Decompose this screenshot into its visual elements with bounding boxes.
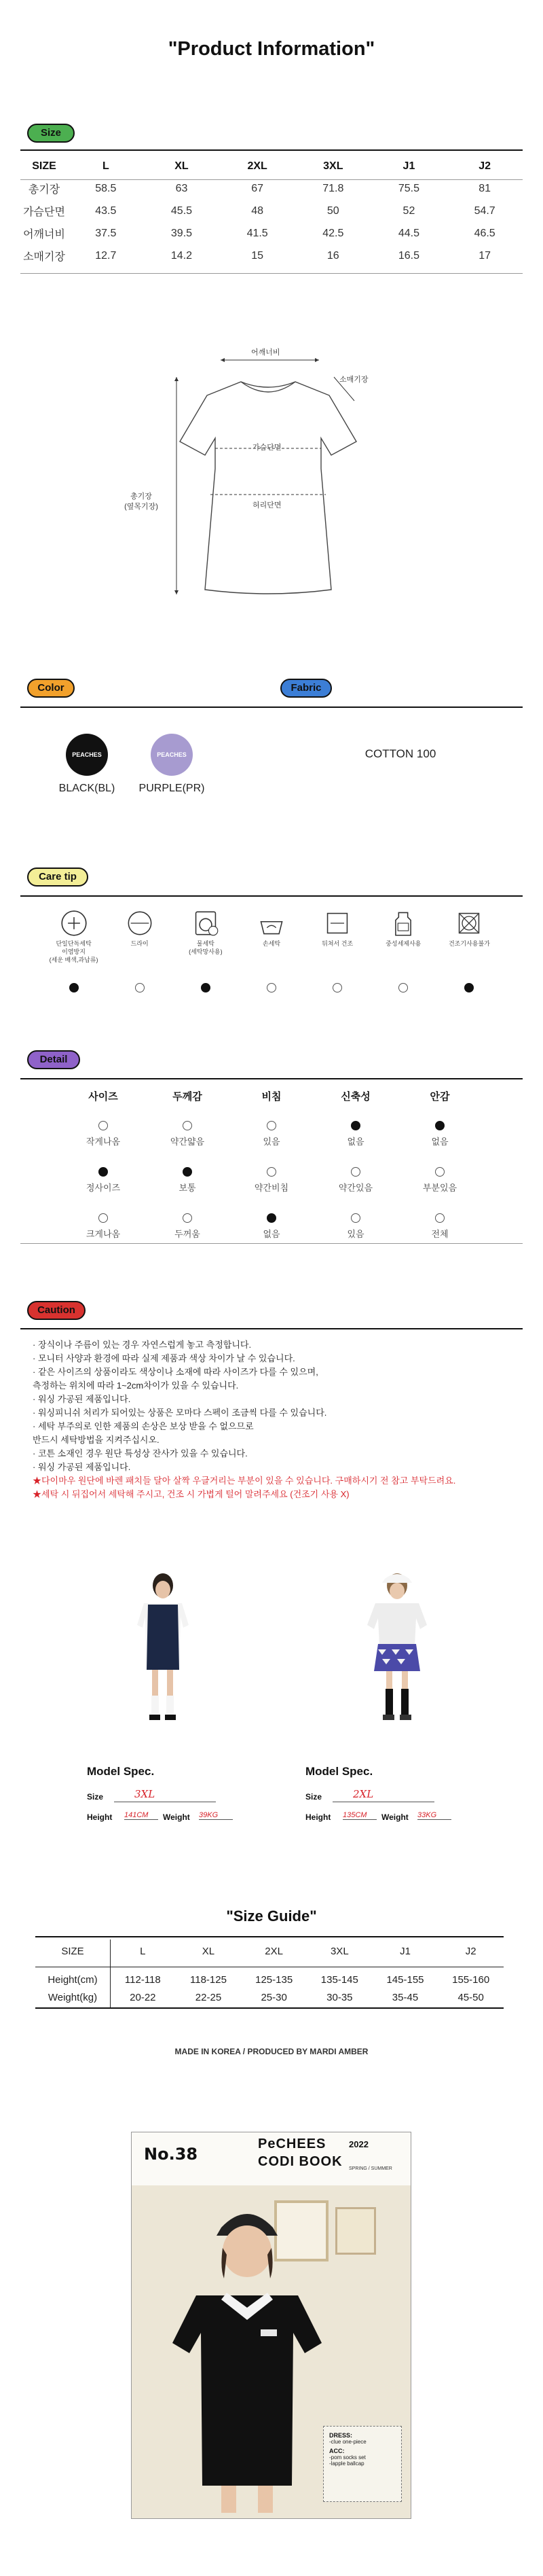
cover-model-photo xyxy=(159,2187,349,2519)
table-cell: 12.7 xyxy=(95,249,117,262)
table-row xyxy=(20,200,523,222)
care-indicator xyxy=(41,983,107,996)
care-section-label: Care tip xyxy=(27,867,88,887)
height-value: 135CM xyxy=(343,1811,377,1820)
care-item xyxy=(305,907,371,948)
weight-label: Weight xyxy=(163,1812,190,1822)
care-indicator xyxy=(371,983,436,996)
row-label: 어깨너비 xyxy=(23,229,65,240)
table-row xyxy=(35,1942,504,1961)
table-cell: L xyxy=(140,1946,146,1957)
table-cell: 16.5 xyxy=(398,249,420,262)
model-spec-heading: Model Spec. xyxy=(305,1765,373,1778)
detail-option xyxy=(398,1162,482,1208)
radio-dot[interactable] xyxy=(267,1213,276,1223)
caution-line: · 코튼 소재인 경우 원단 특성상 잔사가 있을 수 있습니다. xyxy=(33,1448,248,1459)
radio-dot[interactable] xyxy=(267,983,276,992)
care-label: 이염방지 xyxy=(62,948,86,955)
detail-option xyxy=(145,1208,229,1254)
radio-dot[interactable] xyxy=(98,1213,108,1223)
weight-value: 39KG xyxy=(199,1811,233,1820)
row-label: 소매기장 xyxy=(23,251,65,263)
radio-dot[interactable] xyxy=(98,1121,108,1130)
caution-line: · 모니터 사양과 환경에 따라 실제 제품과 색상 차이가 날 수 있습니다. xyxy=(33,1353,295,1363)
option-label: 약간있음 xyxy=(338,1183,373,1193)
table-row xyxy=(20,222,523,245)
caution-list xyxy=(33,1338,521,1501)
table-cell: 145-155 xyxy=(386,1974,424,1986)
cover-number: No.38 xyxy=(144,2145,198,2164)
acc-value-2: -lapple ballcap xyxy=(329,2461,364,2467)
care-label: (세운 배색,과납류) xyxy=(49,956,98,963)
radio-dot[interactable] xyxy=(98,1167,108,1177)
table-cell: 20-22 xyxy=(130,1992,156,2003)
column-header: 3XL xyxy=(323,160,343,172)
care-indicator xyxy=(107,983,172,996)
detail-option xyxy=(314,1115,398,1162)
option-label: 두꺼움 xyxy=(174,1229,200,1239)
height-label: Height xyxy=(87,1812,113,1822)
care-indicator xyxy=(172,983,238,996)
model-spec-heading: Model Spec. xyxy=(87,1765,155,1778)
column-header: J1 xyxy=(402,160,415,172)
size-label: Size xyxy=(305,1792,322,1802)
caution-line: ★다이마우 원단에 바렌 패치들 달아 살짝 우글거리는 부분이 있을 수 있습니다. 구매하시기 전 참고 부탁드려요. xyxy=(33,1475,456,1486)
caution-line: ★세탁 시 뒤집어서 세탁해 주시고, 건조 시 가볍게 털어 말려주세요 (건조기 사용 X) xyxy=(33,1489,350,1499)
model-hw-row xyxy=(305,1812,468,1826)
height-value: 141CM xyxy=(124,1811,158,1820)
table-cell: 81 xyxy=(479,182,491,194)
weight-value: 33KG xyxy=(417,1811,451,1820)
caution-line: · 세탁 부주의로 인한 제품의 손상은 보상 받을 수 없으므로 xyxy=(33,1421,254,1431)
table-cell: 52 xyxy=(402,204,415,217)
model-spec-2 xyxy=(305,1765,468,1826)
option-label: 없음 xyxy=(263,1229,280,1239)
table-cell: 71.8 xyxy=(322,182,344,194)
caution-line: 반드시 세탁방법을 지켜주십시오. xyxy=(33,1435,160,1445)
table-cell: 30-35 xyxy=(326,1992,353,2003)
table-cell: 75.5 xyxy=(398,182,420,194)
detail-column xyxy=(398,1087,482,1254)
radio-dot[interactable] xyxy=(201,983,210,992)
weight-label: Weight xyxy=(381,1812,409,1822)
option-indicator xyxy=(398,1162,482,1181)
table-cell: 44.5 xyxy=(398,227,420,239)
caution-section-label: Caution xyxy=(27,1301,86,1320)
radio-dot[interactable] xyxy=(435,1121,445,1130)
care-item xyxy=(371,907,436,948)
tumble-dry-icon xyxy=(305,907,371,940)
divider xyxy=(20,179,523,180)
option-indicator xyxy=(61,1162,145,1181)
table-row xyxy=(20,245,523,267)
option-label: 보통 xyxy=(179,1183,196,1193)
option-label: 없음 xyxy=(431,1137,449,1147)
option-label: 약간얇음 xyxy=(170,1137,205,1147)
table-cell: 37.5 xyxy=(95,227,117,239)
detail-option xyxy=(61,1208,145,1254)
option-indicator xyxy=(229,1162,314,1181)
table-row xyxy=(35,1971,504,1990)
size-value: 2XL xyxy=(353,1788,374,1800)
size-section-label: Size xyxy=(27,124,75,143)
care-label: 물세탁 xyxy=(196,940,214,947)
care-item xyxy=(41,907,107,964)
size-guide-title: "Size Guide" xyxy=(226,1908,317,1925)
model-spec-1 xyxy=(87,1765,250,1826)
care-label: 중성세제사용 xyxy=(386,940,422,947)
care-item xyxy=(172,907,238,956)
option-indicator xyxy=(229,1115,314,1134)
fabric-section-label: Fabric xyxy=(280,679,332,698)
model-hw-row xyxy=(87,1812,250,1826)
divider xyxy=(20,895,523,897)
option-label: 없음 xyxy=(347,1137,364,1147)
table-cell: 16 xyxy=(326,249,339,262)
care-item xyxy=(238,907,304,948)
row-label: 총기장 xyxy=(28,184,60,196)
radio-dot[interactable] xyxy=(398,983,408,992)
option-indicator xyxy=(61,1208,145,1227)
caution-line: · 같은 사이즈의 상품이라도 색상이나 소재에 따라 사이즈가 다를 수 있으며, xyxy=(33,1367,318,1377)
detail-header: 두께감 xyxy=(172,1091,202,1103)
cover-brand-line1: PeCHEES xyxy=(258,2136,326,2151)
option-label: 작게나옴 xyxy=(86,1137,121,1147)
care-label: 단일단독세탁 xyxy=(56,940,92,947)
row-label: Weight(kg) xyxy=(48,1992,98,2003)
option-indicator xyxy=(314,1162,398,1181)
acc-value-1: -pom socks set xyxy=(329,2454,366,2461)
length-label: 총기장 xyxy=(130,493,152,501)
detail-header: 사이즈 xyxy=(88,1091,118,1103)
radio-dot[interactable] xyxy=(351,1121,360,1130)
care-label: (세탁망사용) xyxy=(189,948,223,955)
table-cell: 58.5 xyxy=(95,182,117,194)
cover-season: SPRING / SUMMER xyxy=(349,2166,392,2171)
table-cell: 15 xyxy=(251,249,264,262)
divider xyxy=(20,149,523,151)
washing-machine-icon xyxy=(172,907,238,940)
column-header: L xyxy=(102,160,109,172)
table-cell: XL xyxy=(202,1946,215,1957)
option-indicator xyxy=(314,1115,398,1134)
row-label: SIZE xyxy=(61,1946,84,1957)
caution-line: · 워싱 가공된 제품입니다. xyxy=(33,1394,131,1404)
detail-header: 신축성 xyxy=(341,1091,371,1103)
detail-option xyxy=(145,1162,229,1208)
radio-dot[interactable] xyxy=(351,1167,360,1177)
length-sub-label: (옆목기장) xyxy=(124,503,158,511)
table-cell: 41.5 xyxy=(246,227,268,239)
radio-dot[interactable] xyxy=(333,983,342,992)
radio-dot[interactable] xyxy=(183,1121,192,1130)
option-label: 약간비침 xyxy=(254,1183,289,1193)
care-label: 건조기사용불가 xyxy=(448,940,490,947)
detail-column xyxy=(61,1087,145,1254)
size-table xyxy=(20,155,523,267)
column-header: 2XL xyxy=(247,160,267,172)
caution-line: 측정하는 위치에 따라 1~2cm차이가 있을 수 있습니다. xyxy=(33,1380,239,1391)
detail-option xyxy=(229,1162,314,1208)
option-indicator xyxy=(145,1115,229,1134)
table-cell: 48 xyxy=(251,204,264,217)
table-row xyxy=(20,177,523,200)
size-label: Size xyxy=(87,1792,104,1802)
dryer-icon xyxy=(107,907,172,940)
option-indicator xyxy=(145,1162,229,1181)
caution-line: · 워싱 가공된 제품입니다. xyxy=(33,1462,131,1472)
option-indicator xyxy=(145,1208,229,1227)
table-cell: 45-50 xyxy=(457,1992,484,2003)
option-indicator xyxy=(398,1115,482,1134)
made-in-text: MADE IN KOREA / PRODUCED BY MARDI AMBER xyxy=(174,2047,369,2056)
table-row xyxy=(35,1988,504,2007)
table-cell: 3XL xyxy=(330,1946,349,1957)
table-cell: 118-125 xyxy=(190,1974,227,1986)
hem-label: 허리단면 xyxy=(252,501,282,509)
detail-option xyxy=(229,1208,314,1254)
acc-label: ACC: xyxy=(329,2448,345,2454)
radio-dot[interactable] xyxy=(267,1167,276,1177)
table-cell: 22-25 xyxy=(195,1992,222,2003)
care-label: 손세탁 xyxy=(262,940,281,947)
model-photo-1 xyxy=(109,1569,217,1725)
divider xyxy=(20,1328,523,1329)
table-cell: 63 xyxy=(175,182,188,194)
table-cell: 2XL xyxy=(265,1946,283,1957)
column-header: SIZE xyxy=(32,160,56,172)
codi-book-cover xyxy=(131,2132,411,2519)
table-cell: 125-135 xyxy=(255,1974,293,1986)
care-icons-row xyxy=(41,907,502,1002)
hand-wash-icon xyxy=(41,907,107,940)
detergent-icon xyxy=(371,907,436,940)
detail-option xyxy=(314,1208,398,1254)
dress-label: DRESS: xyxy=(329,2432,353,2439)
model-size-row xyxy=(87,1788,250,1802)
radio-dot[interactable] xyxy=(464,983,474,992)
option-label: 정사이즈 xyxy=(86,1183,121,1193)
radio-dot[interactable] xyxy=(351,1213,360,1223)
page-title: "Product Information" xyxy=(168,38,375,60)
cover-year: 2022 xyxy=(349,2139,369,2149)
table-cell: 155-160 xyxy=(452,1974,490,1986)
swatch-text: PEACHES CODI xyxy=(72,751,102,800)
divider xyxy=(20,273,523,274)
height-label: Height xyxy=(305,1812,331,1822)
table-cell: 42.5 xyxy=(322,227,344,239)
color-section-label: Color xyxy=(27,679,75,698)
detail-header: 안감 xyxy=(430,1091,450,1103)
option-indicator xyxy=(61,1115,145,1134)
no-tumble-dry-icon xyxy=(436,907,502,940)
radio-dot[interactable] xyxy=(183,1213,192,1223)
dress-outline xyxy=(180,382,356,594)
divider xyxy=(35,2007,504,2009)
care-item xyxy=(436,907,502,948)
care-item xyxy=(107,907,172,948)
option-label: 있음 xyxy=(347,1229,364,1239)
table-header-row xyxy=(20,155,523,177)
detail-option xyxy=(61,1162,145,1208)
care-label: 뒤쳐서 건조 xyxy=(322,940,354,947)
detail-option xyxy=(229,1115,314,1162)
chest-label: 가슴단면 xyxy=(252,444,282,452)
model-photo-2 xyxy=(343,1569,451,1725)
option-indicator xyxy=(229,1208,314,1227)
size-value: 3XL xyxy=(134,1788,155,1800)
cover-brand-line2: CODI BOOK xyxy=(258,2154,343,2169)
detail-option xyxy=(398,1115,482,1162)
radio-dot[interactable] xyxy=(69,983,79,992)
sleeve-label: 소매기장 xyxy=(339,376,369,384)
care-label: 드라이 xyxy=(130,940,149,947)
radio-dot[interactable] xyxy=(435,1213,445,1223)
option-indicator xyxy=(314,1208,398,1227)
table-cell: 54.7 xyxy=(474,204,495,217)
detail-column xyxy=(314,1087,398,1254)
detail-column xyxy=(229,1087,314,1254)
fabric-value: COTTON 100 xyxy=(364,747,436,760)
model-size-row xyxy=(305,1788,468,1802)
column-header: J2 xyxy=(479,160,491,172)
table-cell: 14.2 xyxy=(170,249,193,262)
radio-dot[interactable] xyxy=(267,1121,276,1130)
column-header: XL xyxy=(174,160,189,172)
detail-header: 비침 xyxy=(261,1091,282,1103)
table-cell: 112-118 xyxy=(124,1974,161,1986)
row-label: 가슴단면 xyxy=(23,207,65,218)
radio-dot[interactable] xyxy=(435,1167,445,1177)
caution-line: · 장식이나 주름이 있는 경우 자연스럽게 놓고 측정합니다. xyxy=(33,1340,252,1350)
table-cell: 50 xyxy=(326,204,339,217)
detail-option xyxy=(314,1162,398,1208)
divider xyxy=(20,1243,523,1244)
table-cell: 17 xyxy=(479,249,491,262)
option-label: 크게나옴 xyxy=(86,1229,121,1239)
divider xyxy=(20,706,523,708)
table-cell: 43.5 xyxy=(95,204,117,217)
shoulder-label: 어깨너비 xyxy=(251,348,280,357)
caution-line: · 워싱피니쉬 처리가 되어있는 상품은 모마다 스펙이 조금씩 다를 수 있습니다. xyxy=(33,1408,327,1418)
table-cell: 67 xyxy=(251,182,264,194)
detail-option xyxy=(398,1208,482,1254)
detail-grid xyxy=(61,1087,482,1243)
option-label: 부분있음 xyxy=(422,1183,457,1193)
option-label: 있음 xyxy=(263,1137,280,1147)
table-cell: 25-30 xyxy=(261,1992,287,2003)
dress-value: -clue one-piece xyxy=(329,2439,367,2445)
table-cell: 39.5 xyxy=(170,227,193,239)
table-cell: 46.5 xyxy=(474,227,495,239)
care-indicator xyxy=(238,983,304,996)
table-cell: J1 xyxy=(400,1946,411,1957)
table-cell: 135-145 xyxy=(320,1974,358,1986)
color-name-purple: PURPLE(PR) xyxy=(138,783,205,794)
detail-option xyxy=(61,1115,145,1162)
radio-dot[interactable] xyxy=(183,1167,192,1177)
hand-wash-basin-icon xyxy=(238,907,304,940)
option-indicator xyxy=(398,1208,482,1227)
cover-credits-box xyxy=(323,2426,402,2502)
divider xyxy=(20,1078,523,1079)
detail-section-label: Detail xyxy=(27,1050,80,1069)
divider xyxy=(35,1936,504,1937)
row-label: Height(cm) xyxy=(48,1974,98,1986)
color-name-black: BLACK(BL) xyxy=(58,783,115,794)
detail-option xyxy=(145,1115,229,1162)
swatch-text: PEACHES CODI xyxy=(157,751,187,800)
option-label: 전체 xyxy=(431,1229,449,1239)
care-indicator xyxy=(436,983,502,996)
table-cell: 35-45 xyxy=(392,1992,419,2003)
detail-column xyxy=(145,1087,229,1254)
table-cell: J2 xyxy=(465,1946,476,1957)
care-indicator xyxy=(305,983,371,996)
table-cell: 45.5 xyxy=(170,204,193,217)
radio-dot[interactable] xyxy=(135,983,145,992)
